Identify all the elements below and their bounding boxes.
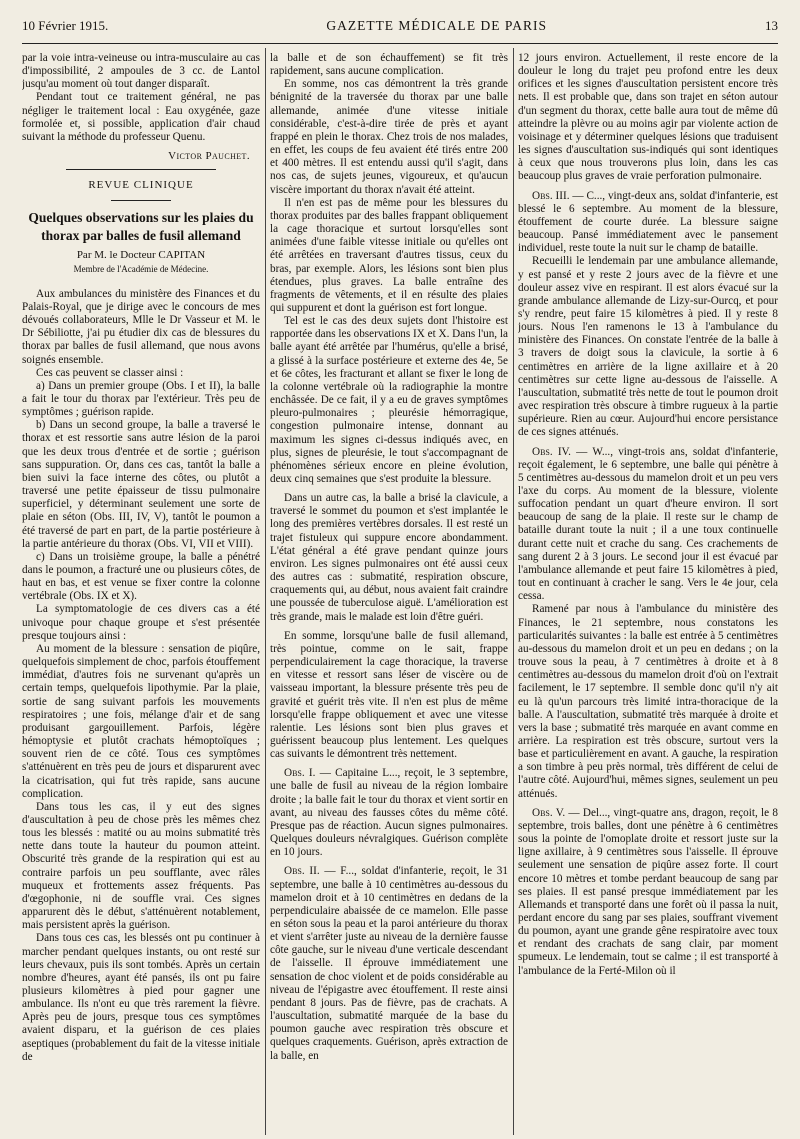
observation-text: C..., vingt-deux ans, soldat d'infanterie, est blessé le 6 septembre. Au moment de la blessure, étouffement de courte durée. La blessure saigne beaucoup. Pansé immédiatement avec le pansement individuel, reste toute la nuit sur le champ de bataille. xyxy=(518,189,778,255)
observation-3 xyxy=(518,190,778,256)
paragraph: Au moment de la blessure : sensation de piqûre, quelquefois simplement de choc, parfois étouffement immédiat, d'autres fois ne survenant qu'après un certain temps, quelquefois lipothymie. Par la plaie, sortie de sang suivant parfois les mouvements respiratoires ; une fois, mélange d'air et de sang produisant gargouillement. Parfois, légère hémoptysie et plutôt crachats hémoptoïques ; souvent rien de ce côté. Tous ces symptômes s'atténuèrent en très peu de jours et disparurent avec la cicatrisation, qui fut très rapide, sans aucune complication. xyxy=(22,642,260,800)
observation-label: Obs. III. — xyxy=(532,189,584,202)
author-affiliation: Membre de l'Académie de Médecine. xyxy=(73,263,209,274)
observation-2 xyxy=(270,865,508,1062)
observation-label: Obs. V. — xyxy=(532,806,580,819)
paragraph: Dans tous les cas, il y eut des signes d'auscultation à peu de chose près les mêmes chez tous les blessés : matité ou au moins submatité très nette dans toute la hauteur du poumon atteint. Obscurité très grande de la respiration qui est au contraire parfois un peu soufflante, avec râles muqueux et frottements assez fréquents. Pas d'œgophonie, ni de souffle vrai. Ces signes apparurent dès le début, s'atténuèrent notablement, mais persistent après la guérison. xyxy=(22,800,260,932)
article-title: Quelques observations sur les plaies du thorax par balles de fusil allemand xyxy=(28,210,254,244)
observation-label: Obs. IV. — xyxy=(532,445,588,458)
paragraph: Dans un autre cas, la balle a brisé la clavicule, a traversé le sommet du poumon et s'est implantée le long des premières vertèbres dorsales. Il est resté un trajet fistuleux qui suppure encore abondamment. L'état général a été grave pendant quinze jours environ. Les signes pulmonaires ont été aussi ceux des autres cas : submatité, respiration obscure, craquements qui, au début, nous avaient fait craindre une poussée de tuberculose aiguë. L'amélioration est très grande, mais le malade est loin d'être guéri. xyxy=(270,492,508,623)
paragraph: b) Dans un second groupe, la balle a traversé le thorax et est ressortie sans autre lésion de la paroi que les deux trous d'entrée et de sortie ; guérison sans suppuration. Or, dans ces cas, tantôt la balle a bien suivi la face interne des côtes, ou plutôt a traversé une petite épaisseur de tissu pulmonaire superficiel, y déterminant seulement une sorte de plaie en séton (Obs. III, IV, V), tantôt le poumon a été traversé de part en part, de la partie postérieure à la partie antérieure du thorax (Obs. VI, VII et VIII). xyxy=(22,419,260,550)
journal-title: GAZETTE MÉDICALE DE PARIS xyxy=(326,18,547,33)
column-rule-right xyxy=(513,48,514,1135)
paragraph: En somme, nos cas démontrent la très grande bénignité de la traversée du thorax par une balle allemande, animée d'une vitesse initiale considérable, c'est-à-dire tirée de près et ayant frappé en plein le thorax. Chez trois de nos malades, en effet, les coups de feu avaient été tirés entre 200 et 400 mètres. Il est entendu aussi qu'il s'agit, dans nos cas, de sujets jeunes, vigoureux, et qu'aucun viscère important du thorax n'avait été atteint. xyxy=(270,78,508,196)
separator-rule xyxy=(66,169,216,170)
article-byline: Par M. le Docteur CAPITAN xyxy=(76,249,206,262)
column-3 xyxy=(518,52,778,1137)
paragraph: la balle et de son échauffement) se fit très rapidement, sans aucune complication. xyxy=(270,52,508,78)
observation-label: Obs. I. — xyxy=(284,767,331,780)
paragraph: Ces cas peuvent se classer ainsi : xyxy=(36,366,184,379)
paragraph: Tel est le cas des deux sujets dont l'histoire est rapportée dans les observations IX et X. Dans l'un, la balle ayant été arrêtée par l'humérus, qu'elle a brisé, a glissé à la surface postérieure et externe des 4e, 5e et 6e côtes, les fracturant et allant se fixer le long de la colonne vertébrale où la radiographie la montre enchâssée. De ce fait, il y a eu de graves symptômes pleuro-pulmonaires ; pleurésie hémorragique, congestion pulmonaire intense, donnant au maximum les signes ci-dessus indiqués avec, en plus, signes de pleurésie, le tout s'accompagnant de phénomènes sérieux encore en pleine évolution, deux cinq semaines que s'est produite la blessure. xyxy=(270,315,508,485)
observation-text: W..., vingt-trois ans, soldat d'infanterie, reçoit également, le 6 septembre, une balle qui pénètre à 5 centimètres au-dessous du mamelon droit et un peu vers l'axe du corps. Au moment de la blessure, violente suffocation pendant un quart d'heure environ. Il sort beaucoup de sang de la plaie. Il reste sur le champ de bataille durant toute la nuit ; il a une toux continuelle durant cette nuit et crache du sang. Ces crachements de sang durent 2 à 3 jours. Le second jour il est évacué par l'ambulance allemande et peut faire 15 kilomètres à pied, tout en continuant à cracher le sang. Vers le 4e jour, cela cessa. xyxy=(518,445,778,603)
paragraph: Dans tous ces cas, les blessés ont pu continuer à marcher pendant quelques instants, ou ont resté sur leurs chevaux, puis ils sont tombés. Après un certain nombre d'heures, ayant été pansés, ils ont pu faire plusieurs kilomètres à pied pour gagner une ambulance. Ils n'ont eu que très rarement la fièvre. Après peu de jours, presque tous ces symptômes avaient disparu, et la guérison de ces plaies aseptiques (probablement du fait de la vitesse initiale de xyxy=(22,932,260,1063)
paragraph: Il n'en est pas de même pour les blessures du thorax produites par des balles frappant obliquement la cage thoracique et surtout lorsqu'elles sont animées d'une faible vitesse initiale ou qu'elles ont été arrêtées en traversant d'autres tissus, ceux du bras, par exemple. Alors, les lésions sont bien plus étendues, plus graves. La balle entraîne des fragments de vêtements, et il en résulte des plaies qui suppurent et dont la guérison est fort longue. xyxy=(270,196,508,314)
paragraph: par la voie intra-veineuse ou intra-musculaire au cas d'impossibilité, 2 ampoules de 3 cc. de Lantol jusqu'au moment où tout danger disparaît. xyxy=(22,52,260,91)
observation-text: Capitaine L..., reçoit, le 3 septembre, une balle de fusil au niveau de la région lombaire droite ; la balle fait le tour du thorax et vient sortir en avant, au niveau des fausses côtes du même côté. Presque pas de réaction. Aucun signes pulmonaires. Quelques douleurs névralgiques. Guérison complète en 10 jours. xyxy=(270,767,508,859)
page-number: 13 xyxy=(764,18,778,33)
observation-5 xyxy=(518,807,778,978)
paragraph: En somme, lorsqu'une balle de fusil allemand, très pointue, comme on le sait, frappe perpendiculairement la cage thoracique, la traverse en vitesse et ressort sans léser de viscère ou de vaisseau important, la blessure présente très peu de gravité et guérit très vite. Il n'en est plus de même lorsqu'elle frappe obliquement et avec une vitesse ralentie. Les lésions sont bien plus graves et guérissent beaucoup plus lentement. Les quelques cas suivants le démontrent très nettement. xyxy=(270,629,508,761)
section-heading: REVUE CLINIQUE xyxy=(88,179,194,192)
observation-text: Del..., vingt-quatre ans, dragon, reçoit, le 8 septembre, trois balles, dont une pénètre à 6 centimètres sous la pointe de l'omoplate droite et ressort juste sur la ligne axillaire, à 9 centimètres sous l'aisselle. Il éprouve seulement une sensation de piqûre assez forte. Il court encore 10 mètres et tombe perdant beaucoup de sang par ses plaies. Il est pansé presque immédiatement par les Allemands et transporté dans une forêt où il passa la nuit, perdant encore du sang par ses plaies, souffrant vivement du poumon, ayant une grande gêne respiratoire avec toux et rendant des crachats de sang clair, par moment spumeux. Le lendemain, tout se calme ; il est transporté à l'ambulance de la Ferté-Milon où il xyxy=(518,806,778,977)
paragraph: a) Dans un premier groupe (Obs. I et II), la balle a fait le tour du thorax par l'extérieur. Très peu de symptômes ; guérison rapide. xyxy=(22,379,260,419)
observation-1 xyxy=(270,767,508,859)
observation-label: Obs. II. — xyxy=(284,865,336,878)
column-2 xyxy=(270,52,508,1137)
observation-text: F..., soldat d'infanterie, reçoit, le 31 septembre, une balle à 10 centimètres au-dessous du mamelon droit et à 10 centimètres en dedans de la perpendiculaire abaissée de ce mamelon. Elle passe en séton sous la peau et la paroi antérieure du thorax et vient s'arrêter juste au niveau de la dernière fausse côte gauche, sur le niveau d'une verticale descendant de l'aisselle. Il éprouve immédiatement une sensation de choc violent et de poids considérable au niveau de l'épigastre avec étouffement. Il reste ainsi pendant 8 jours. Pas de fièvre, pas de crachats. A l'auscultation, submatité marquée de la base du poumon gauche avec respiration très obscure et quelques craquements. Guérison, après extraction de la balle, en xyxy=(270,865,508,1062)
paragraph: Pendant tout ce traitement général, ne pas négliger le traitement local : Eau oxygénée, gaze formolée et, si possible, application d'air chaud suivant la méthode du professeur Quenu. xyxy=(22,91,260,143)
column-rule-left xyxy=(265,48,266,1135)
paragraph: 12 jours environ. Actuellement, il reste encore de la douleur le long du trajet peu profond entre les deux orifices et les signes d'auscultation persistent encore très nets. Il est probable que, dans son trajet en séton autour d'un segment du thorax, cette balle aura tout de même dû atteindre la plèvre ou au moins agir par violente action de voisinage et y déterminer quelques lésions que traduisent les signes d'auscultation sus-indiqués qui sont identiques à ceux que nous trouverons plus loin, dans les cas beaucoup plus graves de vraie perforation pulmonaire. xyxy=(518,52,778,183)
running-head xyxy=(22,18,778,44)
observation-4 xyxy=(518,446,778,604)
paragraph: Recueilli le lendemain par une ambulance allemande, y est pansé et y reste 2 jours avec de la fièvre et une douleur assez vive en respirant. Il est alors évacué sur la grande ambulance allemande de Lizy-sur-Ourcq, et pour s'y rendre, peut faire 15 kilomètres à pied. Il y reste 8 jours. Nous l'en ramenons le 13 à l'ambulance du ministère des Finances. On constate l'entrée de la balle à 3 travers de doigt sous la clavicule, la sortie à 6 centimètres en arrière de la ligne axillaire et à 20 centimètres sur cette ligne au-dessous de l'aisselle. A l'auscultation, submatité très nette de tout le poumon droit avec respiration très obscure à timbre rugueux à la partie supérieure. Rien au cœur. Aujourd'hui encore persistance de ces signes atténués. xyxy=(518,255,778,439)
separator-rule xyxy=(111,200,171,201)
paragraph: Aux ambulances du ministère des Finances et du Palais-Royal, que je dirige avec le concours de mes dévoués collaborateurs, Mlle le Dr Vasseur et M. le Dr Sébiliotte, j'ai pu étudier dix cas de blessures du thorax par balles de fusil allemand, que nous avons soignés ensemble. xyxy=(22,287,260,366)
issue-date: 10 Février 1915. xyxy=(22,18,109,33)
column-1 xyxy=(22,52,260,1137)
author-signature: Victor Pauchet. xyxy=(168,150,250,163)
paragraph: Ramené par nous à l'ambulance du ministère des Finances, le 21 septembre, nous constatons les particularités suivantes : la balle est entrée à 5 centimètres au-dessous du mamelon droit et un peu en dedans ; on la trouve sous la peau, à 7 centimètres à droite et à 8 centimètres au-dessous du mamelon droit d'où on l'extrait facilement, le 17 septembre. Il semble donc qu'il n'y ait eu là qu'un parcours très limité intra-thoracique de la balle. A l'auscultation, submatité très marquée à droite et vers la base ; submatité très marquée en avant comme en arrière. La respiration est très obscure, surtout vers la base et particulièrement en avant. A gauche, la respiration a son timbre à peu près normal, très différent de celui de l'autre côté. Aujourd'hui, mêmes signes, seulement un peu atténués. xyxy=(518,603,778,800)
paragraph: La symptomatologie de ces divers cas a été univoque pour chaque groupe et s'est présentée presque toujours ainsi : xyxy=(22,603,260,642)
paragraph: c) Dans un troisième groupe, la balle a pénétré dans le poumon, a fracturé une ou plusieurs côtes, de haut en bas, et est venue se fixer contre la colonne vertébrale (Obs. IX et X). xyxy=(22,550,260,603)
